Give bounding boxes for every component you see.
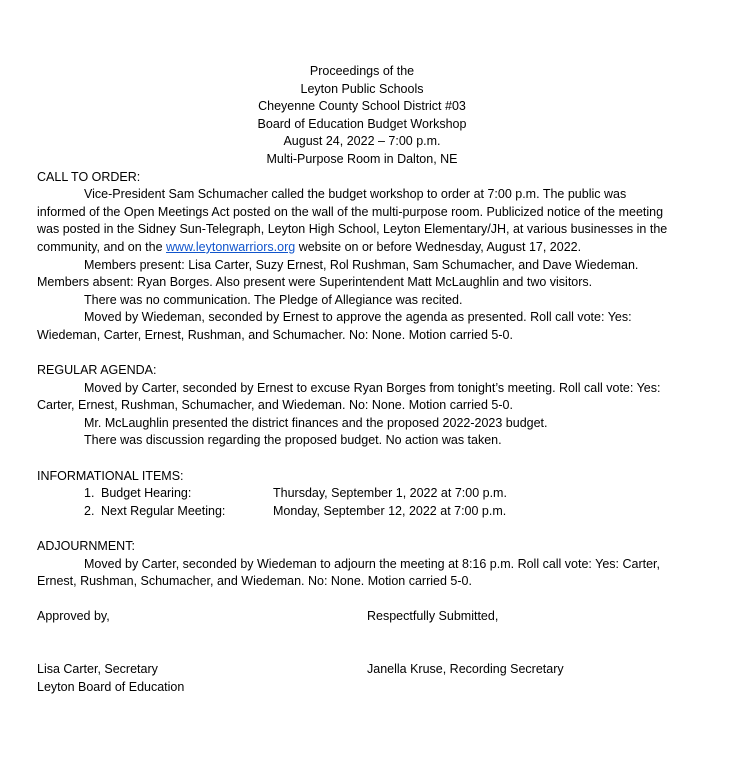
agenda-motion-paragraph: Moved by Wiedeman, seconded by Ernest to approve the agenda as presented. Roll call vote: Yes: Wiedeman, Carter, Ernest, Rushman, and Schumacher. No: None. Motion carried 5-0.	[37, 310, 632, 342]
header-line-3: Cheyenne County School District #03	[258, 99, 466, 114]
left-signatory-org: Leyton Board of Education	[37, 679, 185, 694]
document-header	[37, 63, 687, 169]
approved-by-label: Approved by,	[37, 609, 110, 624]
section-heading: ADJOURNMENT:	[37, 539, 135, 554]
communication-paragraph: There was no communication. The Pledge of Allegiance was recited.	[84, 292, 463, 307]
header-line-2: Leyton Public Schools	[300, 81, 424, 96]
minutes-document	[37, 63, 673, 696]
list-number: 2.	[84, 503, 95, 518]
paragraph-text: Vice-President Sam Schumacher called the budget workshop to order at 7:00 p.m. The public was informed of the Open Meetings Act posted on the wall of the multi-purpose room. Publicized notice of the meeting was posted in the Sidney Sun-Telegraph, Leyton High School, Leyton Elementary/JH, at various businesses in the community, and on the	[37, 187, 668, 254]
list-value: Monday, September 12, 2022 at 7:00 p.m.	[273, 503, 507, 518]
finances-paragraph: Mr. McLaughlin presented the district finances and the proposed 2022-2023 budget.	[84, 415, 548, 430]
members-paragraph: Members present: Lisa Carter, Suzy Ernest, Rol Rushman, Sam Schumacher, and Dave Wiedeman. Members absent: Ryan Borges. Also present were Superintendent Matt McLaughlin and two visitors.	[37, 257, 639, 290]
list-item	[37, 503, 673, 521]
call-to-order-section	[37, 169, 673, 345]
section-heading: INFORMATIONAL ITEMS:	[37, 468, 184, 483]
list-label: Budget Hearing:	[101, 486, 192, 501]
section-heading: CALL TO ORDER:	[37, 169, 141, 184]
regular-agenda-section	[37, 362, 673, 450]
left-signatory	[37, 661, 367, 696]
adjourn-motion-paragraph: Moved by Carter, seconded by Wiedeman to adjourn the meeting at 8:16 p.m. Roll call vote: Yes: Carter, Ernest, Rushman, Schumacher, and Wiedeman. No: None. Motion carried 5-0.	[37, 556, 661, 589]
header-line-1: Proceedings of the	[309, 64, 415, 78]
left-signatory-name: Lisa Carter, Secretary	[37, 662, 158, 676]
right-signatory	[367, 661, 667, 696]
list-value: Thursday, September 1, 2022 at 7:00 p.m.	[273, 486, 507, 501]
list-item	[37, 485, 673, 503]
website-link[interactable]: www.leytonwarriors.org	[166, 239, 296, 254]
signature-block	[37, 608, 673, 696]
header-line-4: Board of Education Budget Workshop	[257, 116, 467, 131]
section-heading: REGULAR AGENDA:	[37, 363, 157, 378]
excuse-motion-paragraph: Moved by Carter, seconded by Ernest to excuse Ryan Borges from tonight’s meeting. Roll call vote: Yes: Carter, Ernest, Rushman, Schumacher, and Wiedeman. No: None. Motion carried 5-0.	[37, 380, 661, 413]
adjournment-section	[37, 538, 673, 591]
paragraph-text: website on or before Wednesday, August 17, 2022.	[295, 239, 582, 254]
list-label: Next Regular Meeting:	[101, 503, 226, 518]
right-signatory-name: Janella Kruse, Recording Secretary	[367, 662, 564, 676]
list-number: 1.	[84, 486, 95, 501]
respectfully-submitted-label: Respectfully Submitted,	[367, 609, 499, 624]
informational-items-section	[37, 468, 673, 521]
header-line-5: August 24, 2022 – 7:00 p.m.	[283, 134, 441, 149]
discussion-paragraph: There was discussion regarding the proposed budget. No action was taken.	[84, 433, 502, 448]
header-line-6: Multi-Purpose Room in Dalton, NE	[266, 151, 458, 166]
call-to-order-paragraph	[37, 186, 673, 256]
